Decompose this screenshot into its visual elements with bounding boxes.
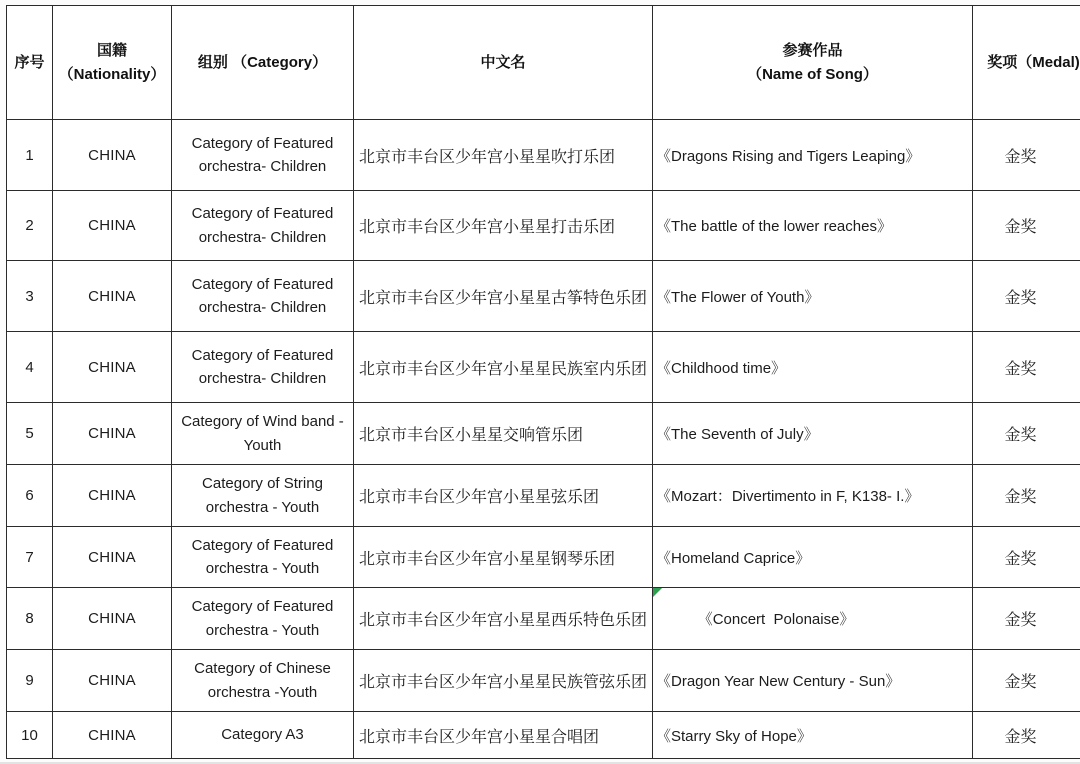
chinese-name-cell: 北京市丰台区少年宫小星星弦乐团 <box>354 465 653 527</box>
table-row <box>7 465 1080 527</box>
row-index: 10 <box>7 712 53 759</box>
row-index: 8 <box>7 588 53 650</box>
col-header-nationality-line1: 国籍 <box>96 42 127 60</box>
medal-cell: 金奖 <box>973 332 1080 403</box>
medal-cell: 金奖 <box>973 527 1080 588</box>
medal-cell: 金奖 <box>973 588 1080 650</box>
song-cell: 《The battle of the lower reaches》 <box>653 191 973 261</box>
medal-cell: 金奖 <box>973 650 1080 712</box>
chinese-name-cell: 北京市丰台区少年宫小星星民族室内乐团 <box>354 332 653 403</box>
nationality-cell: CHINA <box>53 527 172 588</box>
song-cell: 《Childhood time》 <box>653 332 973 403</box>
nationality-cell: CHINA <box>53 120 172 191</box>
medal-cell: 金奖 <box>973 120 1080 191</box>
song-cell: 《Mozart：Divertimento in F, K138- I.》 <box>653 465 973 527</box>
song-cell <box>653 588 973 650</box>
nationality-cell: CHINA <box>53 332 172 403</box>
table-row <box>7 403 1080 465</box>
row-index: 5 <box>7 403 53 465</box>
col-header-nationality-line2: （Nationality） <box>58 65 166 83</box>
nationality-cell: CHINA <box>53 191 172 261</box>
medal-cell: 金奖 <box>973 191 1080 261</box>
category-cell: Category of Featured orchestra- Children <box>172 261 354 332</box>
song-text: 《Concert Polonaise》 <box>697 611 855 628</box>
table-row <box>7 191 1080 261</box>
chinese-name-cell: 北京市丰台区少年宫小星星打击乐团 <box>354 191 653 261</box>
col-header-song <box>653 6 973 120</box>
song-cell: 《Dragons Rising and Tigers Leaping》 <box>653 120 973 191</box>
col-header-index: 序号 <box>7 6 53 120</box>
nationality-cell: CHINA <box>53 465 172 527</box>
row-index: 1 <box>7 120 53 191</box>
category-cell: Category of String orchestra - Youth <box>172 465 354 527</box>
col-header-song-line1: 参赛作品 <box>782 42 843 60</box>
category-cell: Category of Featured orchestra - Youth <box>172 527 354 588</box>
song-cell: 《The Seventh of July》 <box>653 403 973 465</box>
table-row <box>7 650 1080 712</box>
category-cell: Category of Wind band - Youth <box>172 403 354 465</box>
row-index: 3 <box>7 261 53 332</box>
song-cell: 《Starry Sky of Hope》 <box>653 712 973 759</box>
table-row <box>7 588 1080 650</box>
table-row <box>7 261 1080 332</box>
category-cell: Category of Chinese orchestra -Youth <box>172 650 354 712</box>
row-index: 4 <box>7 332 53 403</box>
nationality-cell: CHINA <box>53 712 172 759</box>
nationality-cell: CHINA <box>53 403 172 465</box>
chinese-name-cell: 北京市丰台区少年宫小星星民族管弦乐团 <box>354 650 653 712</box>
category-cell: Category of Featured orchestra- Children <box>172 120 354 191</box>
chinese-name-cell: 北京市丰台区少年宫小星星吹打乐团 <box>354 120 653 191</box>
medal-cell: 金奖 <box>973 712 1080 759</box>
header-row <box>7 6 1080 120</box>
col-header-nationality <box>53 6 172 120</box>
song-cell: 《Homeland Caprice》 <box>653 527 973 588</box>
song-cell: 《The Flower of Youth》 <box>653 261 973 332</box>
medal-cell: 金奖 <box>973 403 1080 465</box>
col-header-song-line2: （Name of Song） <box>747 65 878 83</box>
category-cell: Category of Featured orchestra - Youth <box>172 588 354 650</box>
chinese-name-cell: 北京市丰台区少年宫小星星古筝特色乐团 <box>354 261 653 332</box>
medal-cell: 金奖 <box>973 261 1080 332</box>
nationality-cell: CHINA <box>53 261 172 332</box>
category-cell: Category of Featured orchestra- Children <box>172 191 354 261</box>
table-row <box>7 332 1080 403</box>
nationality-cell: CHINA <box>53 650 172 712</box>
results-table <box>6 5 1080 759</box>
table-row <box>7 527 1080 588</box>
col-header-medal: 奖项（Medal) <box>973 6 1080 120</box>
medal-cell: 金奖 <box>973 465 1080 527</box>
row-index: 9 <box>7 650 53 712</box>
cell-corner-flag-icon <box>653 588 662 597</box>
chinese-name-cell: 北京市丰台区小星星交响管乐团 <box>354 403 653 465</box>
table-row <box>7 120 1080 191</box>
col-header-category: 组别 （Category） <box>172 6 354 120</box>
row-index: 7 <box>7 527 53 588</box>
category-cell: Category A3 <box>172 712 354 759</box>
nationality-cell: CHINA <box>53 588 172 650</box>
song-cell: 《Dragon Year New Century - Sun》 <box>653 650 973 712</box>
col-header-chinese-name: 中文名 <box>354 6 653 120</box>
chinese-name-cell: 北京市丰台区少年宫小星星西乐特色乐团 <box>354 588 653 650</box>
chinese-name-cell: 北京市丰台区少年宫小星星合唱团 <box>354 712 653 759</box>
table-row <box>7 712 1080 759</box>
chinese-name-cell: 北京市丰台区少年宫小星星钢琴乐团 <box>354 527 653 588</box>
category-cell: Category of Featured orchestra- Children <box>172 332 354 403</box>
row-index: 6 <box>7 465 53 527</box>
row-index: 2 <box>7 191 53 261</box>
